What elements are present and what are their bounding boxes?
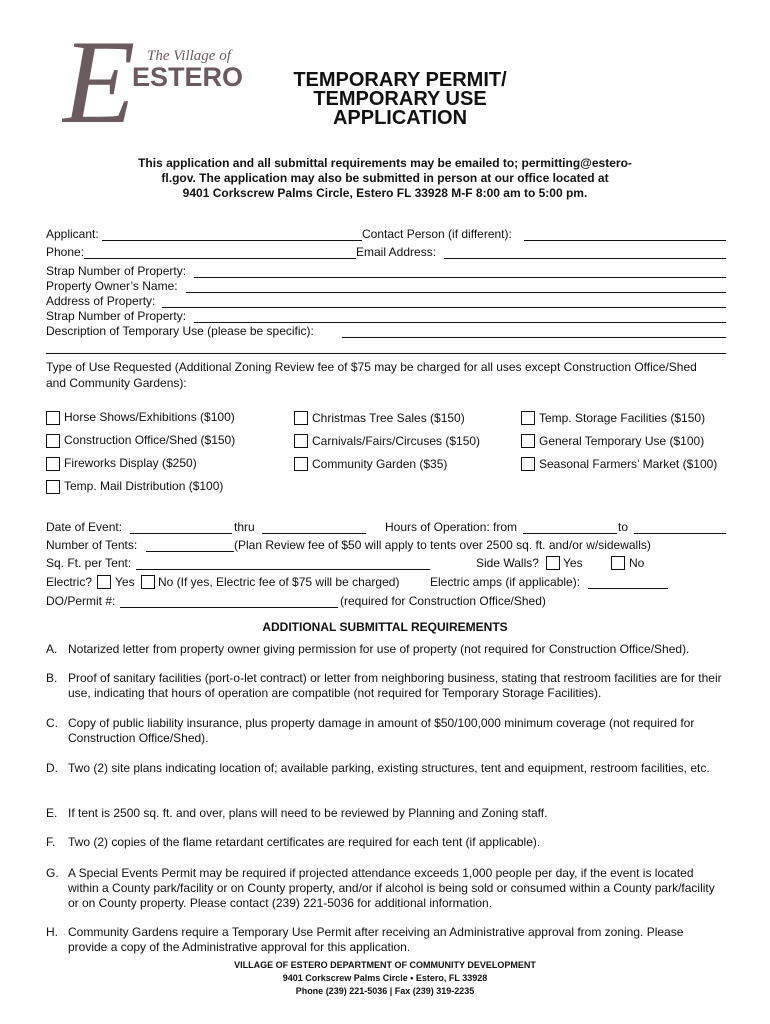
electric-label: Electric?: [46, 575, 93, 589]
electric-amps-field[interactable]: [588, 588, 668, 589]
strap-number-field-1[interactable]: [194, 277, 726, 278]
option-community-garden: Community Garden ($35): [312, 457, 448, 471]
requirement-b: [46, 671, 726, 701]
option-horse-shows: Horse Shows/Exhibitions ($100): [64, 410, 235, 424]
requirement-g-text: A Special Events Permit may be required if projected attendance exceeds 1,000 people per day, if the event is located within a County park/facility or on County property, and/or if alcohol is being sold or consumed within a County park/facility or on County property. Please contact (239) 221-5036 for additional information.: [68, 866, 715, 910]
thru-label: thru: [234, 520, 255, 534]
checkbox-horse-shows[interactable]: [46, 411, 60, 425]
side-walls-label: Side Walls?: [476, 556, 539, 570]
requirement-c-text: Copy of public liability insurance, plus property damage in amount of $50/100,000 minimum coverage (not required for Construction Office/Shed).: [68, 716, 695, 745]
checkbox-carnivals[interactable]: [294, 434, 308, 448]
village-logo: [62, 26, 247, 136]
owner-name-label: Property Owner’s Name:: [46, 279, 178, 293]
requirement-f-text: Two (2) copies of the flame retardant certificates are required for each tent (if applicable).: [68, 835, 541, 849]
checkbox-electric-yes[interactable]: [97, 575, 111, 589]
tents-note: (Plan Review fee of $50 will apply to tents over 2500 sq. ft. and/or w/sidewalls): [234, 538, 651, 552]
electric-note: No (If yes, Electric fee of $75 will be charged): [158, 575, 400, 589]
footer-department: VILLAGE OF ESTERO DEPARTMENT OF COMMUNITY DEVELOPMENT: [234, 960, 536, 970]
option-construction-office: Construction Office/Shed ($150): [64, 433, 236, 447]
requirement-h-letter: H.: [46, 925, 58, 939]
description-label: Description of Temporary Use (please be specific):: [46, 324, 314, 338]
address-field[interactable]: [162, 307, 726, 308]
checkbox-christmas-tree[interactable]: [294, 411, 308, 425]
option-farmers-market: Seasonal Farmers’ Market ($100): [539, 457, 718, 471]
option-general-temporary: General Temporary Use ($100): [539, 434, 705, 448]
do-permit-field[interactable]: [120, 607, 338, 608]
requirement-a-text: Notarized letter from property owner giving permission for use of property (not required for Construction Office/Shed).: [68, 642, 690, 656]
requirement-g: [46, 866, 726, 911]
requirement-g-letter: G.: [46, 866, 59, 880]
number-of-tents-field[interactable]: [146, 551, 234, 552]
option-fireworks: Fireworks Display ($250): [64, 456, 197, 470]
logo-big-letter: E: [62, 26, 136, 136]
option-carnivals: Carnivals/Fairs/Circuses ($150): [312, 434, 481, 448]
requirement-e-letter: E.: [46, 806, 58, 820]
checkbox-side-walls-no[interactable]: [611, 556, 625, 570]
owner-name-field[interactable]: [186, 292, 726, 293]
requirement-d-text: Two (2) site plans indicating location of; available parking, existing structures, tent and equipment, restroom facilities, etc.: [68, 761, 710, 775]
applicant-field[interactable]: [102, 240, 362, 241]
electric-amps-label: Electric amps (if applicable):: [430, 575, 581, 589]
email-field[interactable]: [444, 258, 726, 259]
address-label: Address of Property:: [46, 294, 156, 308]
footer-address: 9401 Corkscrew Palms Circle • Estero, FL 33928: [282, 973, 488, 983]
title-line-2: TEMPORARY USE: [313, 88, 487, 110]
title-line-1: TEMPORARY PERMIT/: [293, 69, 507, 91]
contact-person-label: Contact Person (if different):: [362, 227, 512, 241]
do-permit-label: DO/Permit #:: [46, 594, 116, 608]
checkbox-mail-distribution[interactable]: [46, 480, 60, 494]
side-walls-yes-label: Yes: [563, 556, 583, 570]
checkbox-fireworks[interactable]: [46, 457, 60, 471]
date-thru-field[interactable]: [262, 533, 366, 534]
date-of-event-label: Date of Event:: [46, 520, 123, 534]
intro-line-3: 9401 Corkscrew Palms Circle, Estero FL 33928 M-F 8:00 am to 5:00 pm.: [182, 186, 588, 200]
description-field-1[interactable]: [342, 337, 726, 338]
hours-to-field[interactable]: [634, 533, 726, 534]
option-christmas-tree: Christmas Tree Sales ($150): [312, 411, 465, 425]
requirement-e-text: If tent is 2500 sq. ft. and over, plans will need to be reviewed by Planning and Zoning staff.: [68, 806, 548, 820]
description-field-2[interactable]: [46, 353, 726, 354]
type-of-use-line-1: Type of Use Requested (Additional Zoning Review fee of $75 may be charged for all uses except Construction Office/Shed: [46, 360, 697, 374]
option-mail-distribution: Temp. Mail Distribution ($100): [64, 479, 224, 493]
do-permit-note: (required for Construction Office/Shed): [340, 594, 546, 608]
checkbox-general-temporary[interactable]: [521, 434, 535, 448]
checkbox-electric-no[interactable]: [141, 575, 155, 589]
requirement-a: [46, 642, 726, 657]
requirement-a-letter: A.: [46, 642, 58, 656]
requirement-d-letter: D.: [46, 761, 58, 775]
requirement-f: [46, 835, 726, 850]
checkbox-side-walls-yes[interactable]: [546, 556, 560, 570]
title-line-3: APPLICATION: [332, 107, 468, 129]
requirement-h: [46, 925, 726, 955]
requirements-heading: ADDITIONAL SUBMITTAL REQUIREMENTS: [262, 620, 508, 634]
phone-field[interactable]: [84, 258, 356, 259]
hours-from-label: Hours of Operation: from: [385, 520, 518, 534]
logo-tagline: The Village of: [147, 48, 231, 64]
sqft-per-tent-field[interactable]: [136, 569, 430, 570]
requirement-e: [46, 806, 726, 821]
strap-number-label-1: Strap Number of Property:: [46, 264, 187, 278]
intro-text: [110, 156, 660, 201]
contact-person-field[interactable]: [524, 240, 726, 241]
requirement-h-text: Community Gardens require a Temporary Use Permit after receiving an Administrative approval from zoning. Please provide a copy of the Administrative approval for this application.: [68, 925, 684, 954]
requirement-b-letter: B.: [46, 671, 58, 685]
checkbox-community-garden[interactable]: [294, 457, 308, 471]
hours-to-label: to: [618, 520, 629, 534]
sqft-per-tent-label: Sq. Ft. per Tent:: [46, 556, 132, 570]
hours-from-field[interactable]: [523, 533, 617, 534]
number-of-tents-label: Number of Tents:: [46, 538, 138, 552]
applicant-label: Applicant:: [46, 227, 99, 241]
email-label: Email Address:: [356, 245, 437, 259]
requirement-d: [46, 761, 726, 776]
checkbox-farmers-market[interactable]: [521, 457, 535, 471]
footer-phone-fax: Phone (239) 221-5036 | Fax (239) 319-2235: [295, 986, 475, 996]
strap-number-label-2: Strap Number of Property:: [46, 309, 187, 323]
checkbox-temp-storage[interactable]: [521, 411, 535, 425]
requirement-c-letter: C.: [46, 716, 58, 730]
option-temp-storage: Temp. Storage Facilities ($150): [539, 411, 706, 425]
requirement-f-letter: F.: [46, 835, 56, 849]
requirement-b-text: Proof of sanitary facilities (port-o-let contract) or letter from neighboring business, stating that restroom facilities are for their use, indicating that hours of operation are compatible (not required for Temporary Storage Facilities).: [68, 671, 722, 700]
logo-name: ESTERO: [132, 62, 244, 92]
intro-line-1: This application and all submittal requirements may be emailed to; permitting@estero-: [138, 156, 632, 170]
electric-yes-label: Yes: [115, 575, 135, 589]
intro-line-2: fl.gov. The application may also be submitted in person at our office located at: [161, 171, 609, 185]
phone-label: Phone:: [46, 245, 85, 259]
type-of-use-line-2: and Community Gardens):: [46, 376, 187, 390]
requirement-c: [46, 716, 726, 746]
strap-number-field-2[interactable]: [194, 322, 726, 323]
date-of-event-field[interactable]: [130, 533, 232, 534]
checkbox-construction-office[interactable]: [46, 434, 60, 448]
side-walls-no-label: No: [629, 556, 645, 570]
